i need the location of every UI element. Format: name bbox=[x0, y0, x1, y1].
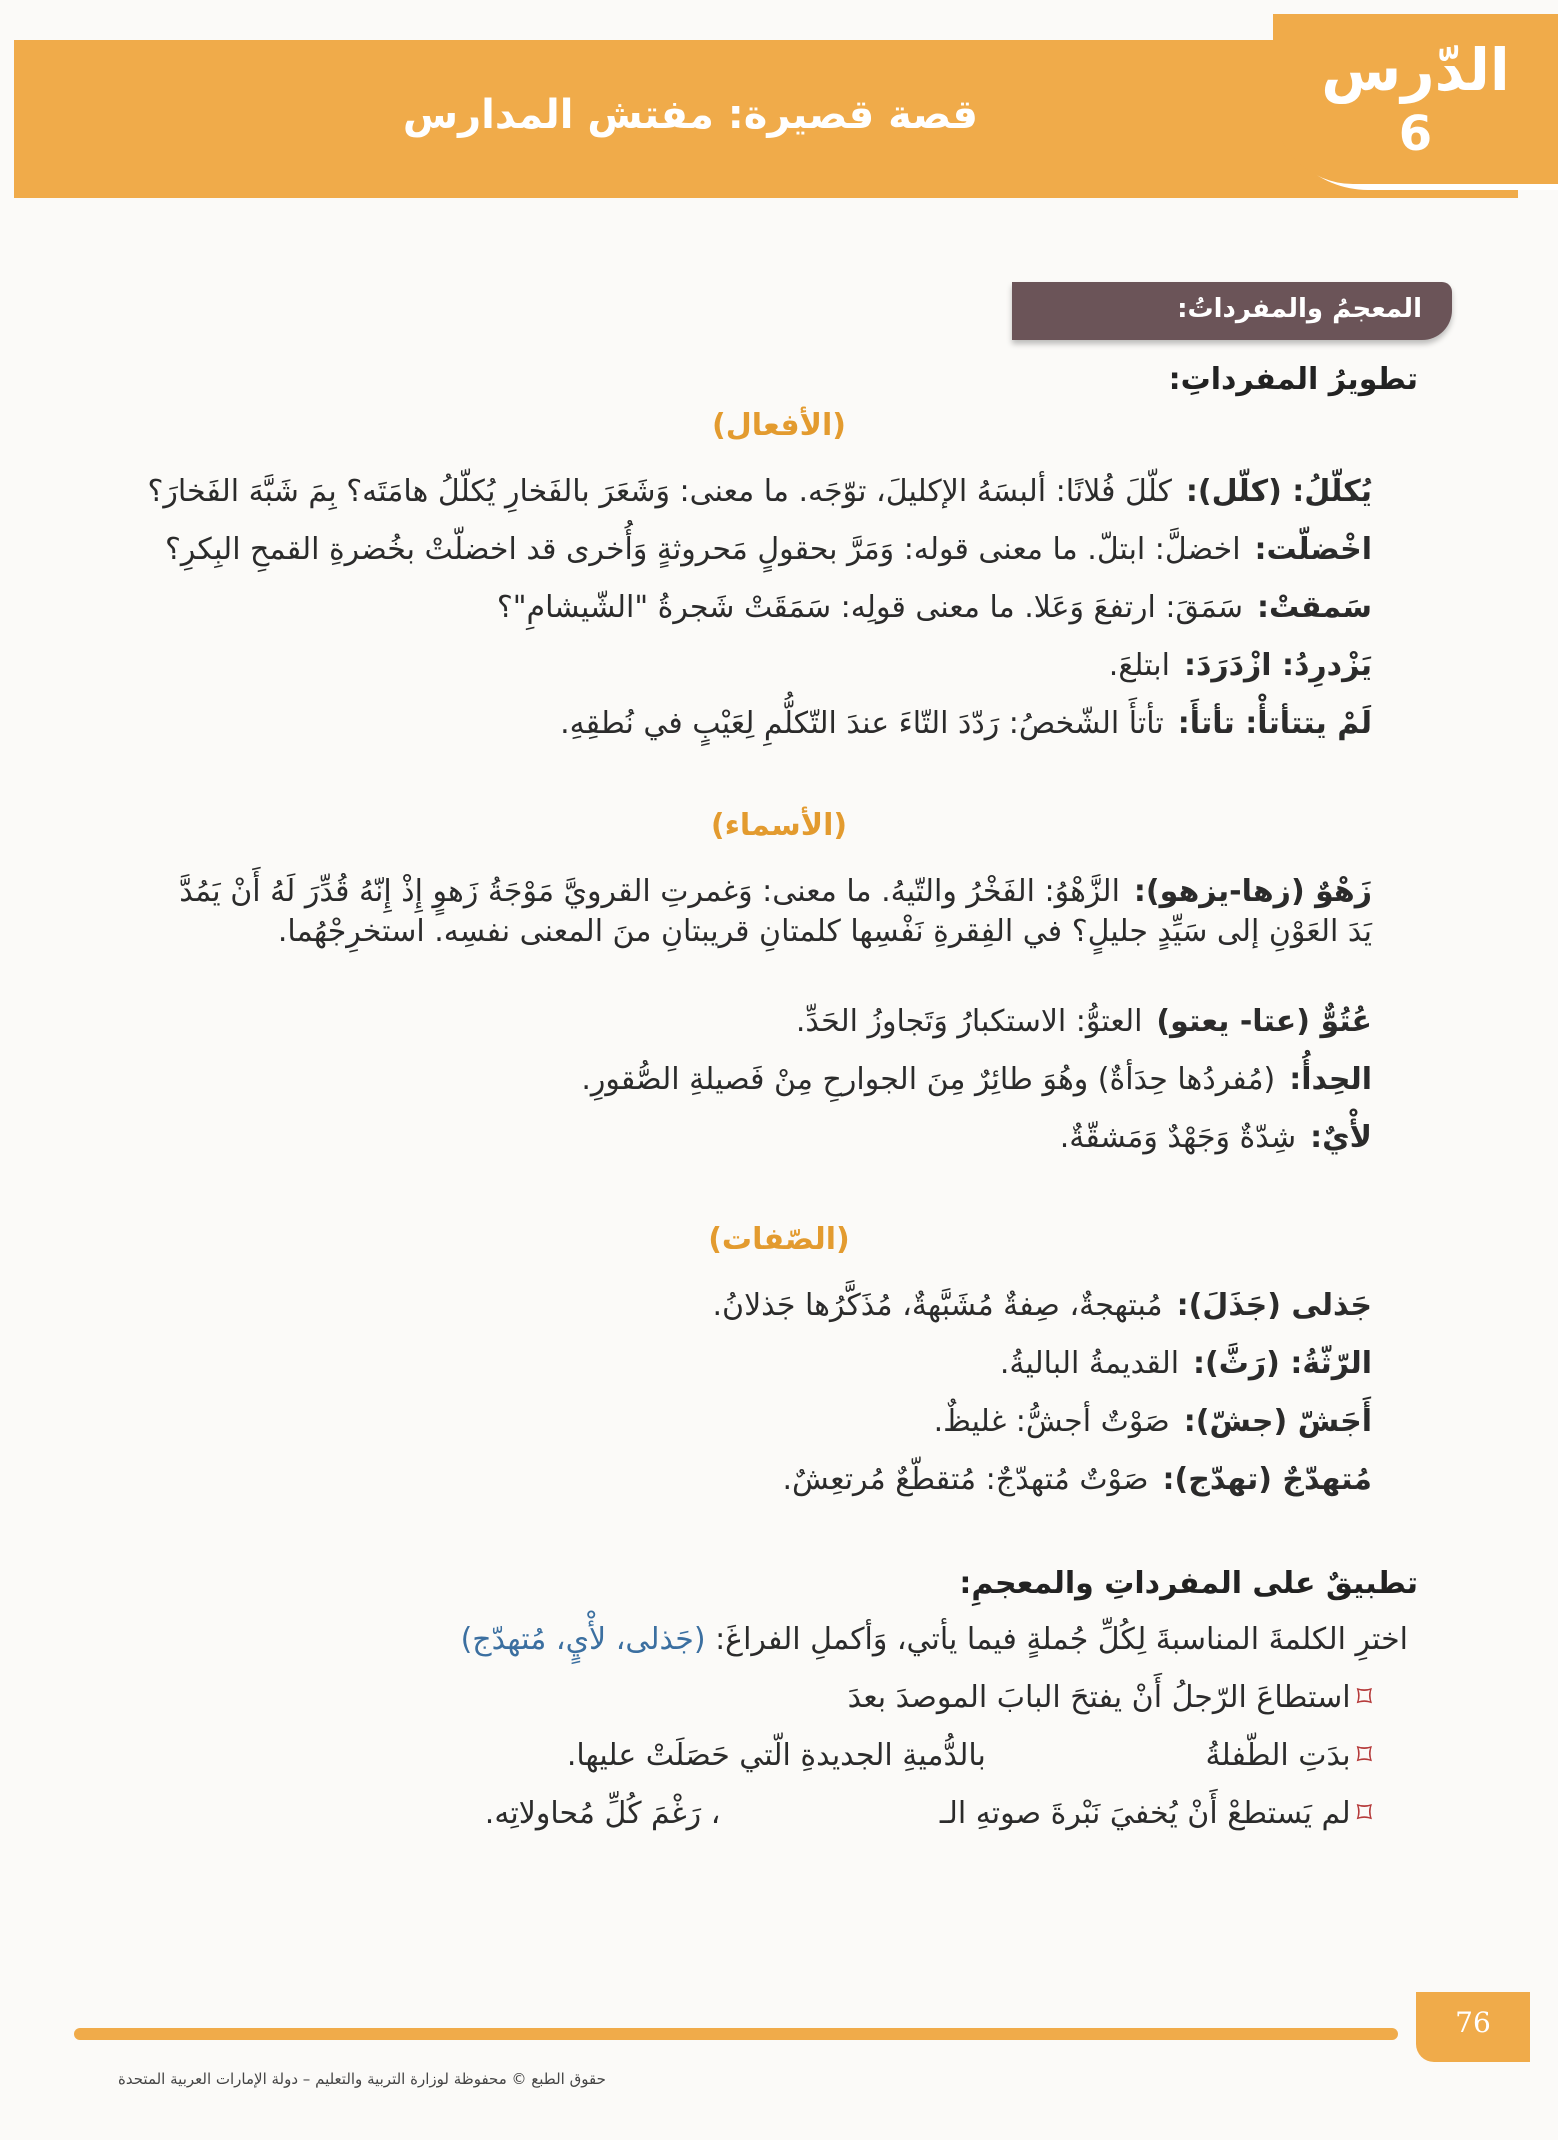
footer-line bbox=[74, 2028, 1398, 2040]
bullet-icon: ⌑ bbox=[1356, 1796, 1372, 1831]
entry: جَذلى (جَذَلَ):مُبتهجةٌ، صِفةٌ مُشَبَّهةٌ، مُذَكَّرُها جَذلانُ. bbox=[712, 1288, 1372, 1323]
page-number-box bbox=[1416, 1992, 1530, 2062]
page-number: 76 bbox=[1455, 2006, 1491, 2039]
entry: اخْضلّت:اخضلَّ: ابتلّ. ما معنى قوله: وَمَرَّ بحقولٍ مَحروثةٍ وَأُخرى قد اخضلّتْ بخُضرةِ القمحِ البِكرِ؟ bbox=[164, 532, 1372, 567]
exercise-item: ⌑استطاعَ الرّجلُ أَنْ يفتحَ البابَ الموصدَ بعدَ bbox=[847, 1680, 1372, 1715]
lesson-word: الدّرس bbox=[1321, 36, 1510, 104]
bullet-icon: ⌑ bbox=[1356, 1680, 1372, 1715]
word-choices: (جَذلى، لأْيٍ، مُتهدّج) bbox=[460, 1622, 706, 1657]
lesson-title: قصة قصيرة: مفتش المدارس bbox=[402, 92, 978, 138]
application-instruction: اخترِ الكلمةَ المناسبةَ لِكُلِّ جُملةٍ فيما يأتي، وَأكملِ الفراغَ: (جَذلى، لأْيٍ، مُتهدّج) bbox=[460, 1622, 1408, 1657]
section-title-bar bbox=[1012, 282, 1452, 340]
entry: يُكلّلُ: (كلّل):كلّلَ فُلانًا: ألبسَهُ الإكليلَ، توّجَه. ما معنى: وَشَعَرَ بالفَخارِ يُكلّلُ هامَتَه؟ بِمَ شَبَّهَ الفَخارَ؟ bbox=[147, 474, 1372, 509]
vocab-heading: تطويرُ المفرداتِ: bbox=[1168, 362, 1418, 397]
lesson-number: 6 bbox=[1398, 106, 1433, 162]
entry: عُتُوٌّ (عتا- يعتو)العتوُّ: الاستكبارُ وَتَجاوزُ الحَدِّ. bbox=[795, 1004, 1372, 1039]
entry: الحِدأُ:(مُفردُها حِدَأةٌ) وهُوَ طائِرٌ مِنَ الجوارحِ مِنْ فَصيلةِ الصُّقورِ. bbox=[581, 1062, 1372, 1097]
exercise-item: ⌑لم يَستطعْ أَنْ يُخفيَ نَبْرةَ صوتهِ الـ ، رَغْمَ كُلِّ مُحاولاتِه. bbox=[484, 1796, 1372, 1831]
entry: يَزْدرِدُ: ازْدَرَدَ:ابتلعَ. bbox=[1108, 648, 1372, 683]
section-title: المعجمُ والمفرداتُ: bbox=[1177, 294, 1422, 324]
group-title-adjectives: (الصّفات) bbox=[708, 1222, 850, 1257]
entry: سَمقتْ:سَمَقَ: ارتفعَ وَعَلا. ما معنى قولِه: سَمَقَتْ شَجرةُ "الشّيشامِ"؟ bbox=[496, 590, 1372, 625]
entry: الرّثّةُ: (رَثَّ):القديمةُ الباليةُ. bbox=[999, 1346, 1372, 1381]
entry: لَمْ يتتأتأْ: تأتأَ:تأتأَ الشّخصُ: رَدّدَ التّاءَ عندَ التّكلُّمِ لِعَيْبٍ في نُطقِهِ. bbox=[560, 706, 1372, 741]
copyright-text: حقوق الطبع © محفوظة لوزارة التربية والتعليم – دولة الإمارات العربية المتحدة bbox=[118, 2070, 606, 2088]
entry: لأْيٌ:شِدّةٌ وَجَهْدٌ وَمَشقّةٌ. bbox=[1059, 1120, 1372, 1155]
bullet-icon: ⌑ bbox=[1356, 1738, 1372, 1773]
application-heading: تطبيقٌ على المفرداتِ والمعجمِ: bbox=[959, 1566, 1418, 1601]
entry: أَجَشّ (جشّ):صَوْتٌ أجشُّ: غليظٌ. bbox=[933, 1404, 1372, 1439]
lesson-badge bbox=[1273, 14, 1558, 190]
group-title-nouns: (الأسماء) bbox=[710, 808, 848, 843]
entry: مُتهدّجٌ (تهدّج):صَوْتٌ مُتهدّجٌ: مُتقطّعٌ مُرتعِشٌ. bbox=[782, 1462, 1372, 1497]
exercise-item: ⌑بدَتِ الطّفلةُ بالدُّميةِ الجديدةِ الّتي حَصَلَتْ عليها. bbox=[566, 1738, 1372, 1773]
group-title-verbs: (الأفعال) bbox=[712, 408, 846, 443]
entry: زَهْوٌ (زها-يزهو):الزَّهْوُ: الفَخْرُ والتّيهُ. ما معنى: وَغمرتِ القرويَّ مَوْجَةُ زَهوٍ إِذْ إِنّهُ قُدِّرَ لَهُ أَنْ يَمُدَّ يَدَ العَوْنِ إلى سَيِّدٍ جليلٍ؟ في الفِقرةِ نَفْسِها كلمتانِ قريبتانِ منَ المعنى نفسِه. استخرِجْهُما. bbox=[179, 874, 1372, 949]
